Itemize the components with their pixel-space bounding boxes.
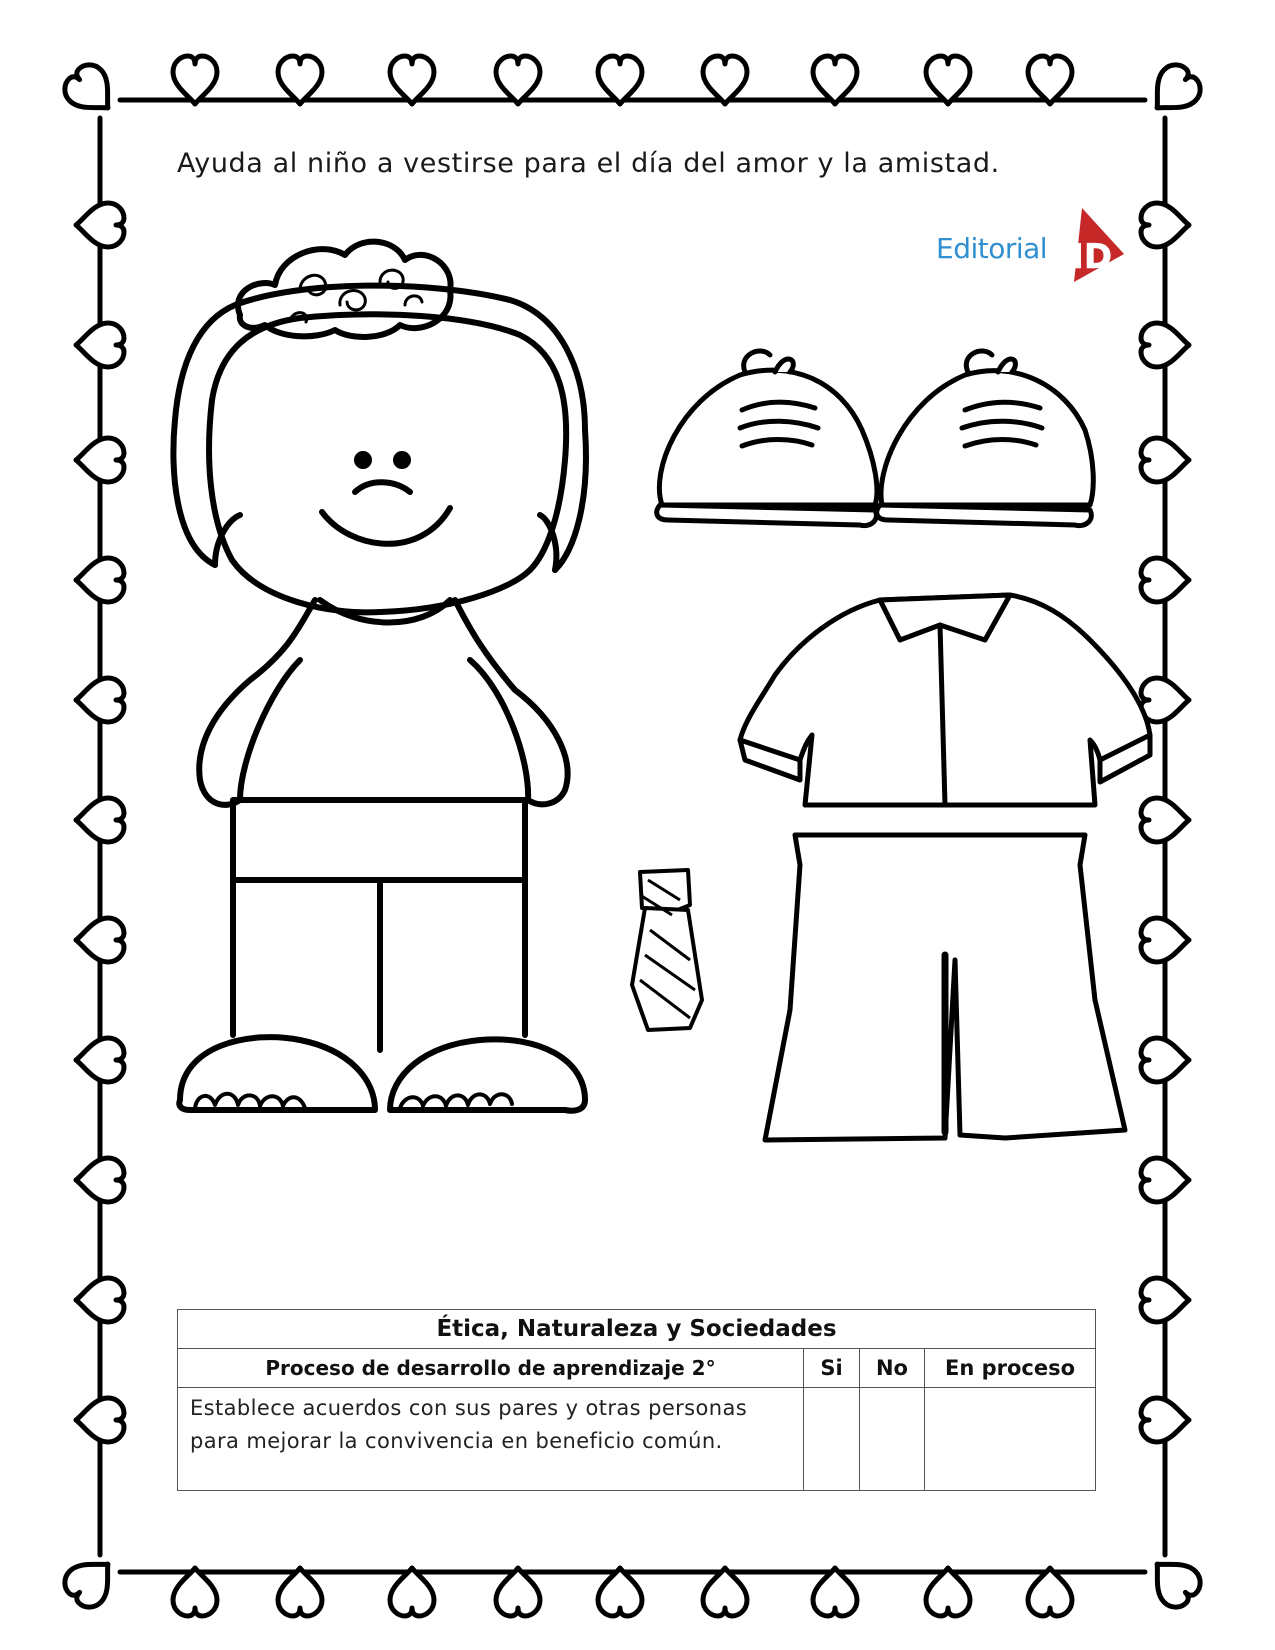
header-yes: Si [804,1349,860,1388]
heart-icon [1141,1158,1189,1202]
logo-text: Editorial [936,232,1048,265]
heart-icon [496,1568,540,1616]
heart-icon [76,558,124,602]
heart-icon [1141,798,1189,842]
header-no: No [860,1349,925,1388]
table-title: Ética, Naturaleza y Sociedades [178,1310,1096,1349]
heart-icon [390,1568,434,1616]
heart-icon [1028,1568,1072,1616]
header-in-process: En proceso [925,1349,1096,1388]
heart-icon [58,1549,123,1614]
no-cell[interactable] [860,1388,925,1491]
heart-icon [703,1568,747,1616]
logo-mark-icon [1044,206,1126,284]
heart-icon [58,58,123,123]
editorial-logo [936,206,1126,284]
heart-icon [173,1568,217,1616]
heart-icon [1141,323,1189,367]
heart-icon [1141,558,1189,602]
heart-icon [76,1398,124,1442]
heart-icon [76,798,124,842]
heart-icon [598,56,642,104]
svg-text:MD: MD [1050,237,1113,277]
heart-icon [813,56,857,104]
heart-icon [278,56,322,104]
heart-icon [496,56,540,104]
heart-icon [278,1568,322,1616]
shoes [657,351,1094,526]
heart-icon [1142,58,1207,123]
heart-icon [598,1568,642,1616]
heart-icon [813,1568,857,1616]
heart-icon [173,56,217,104]
heart-icon [703,56,747,104]
heart-icon [76,918,124,962]
heart-icon [390,56,434,104]
heart-icon [1141,918,1189,962]
shirt [740,595,1150,805]
heart-icon [1141,1278,1189,1322]
heart-icon [1141,438,1189,482]
heart-icon [926,1568,970,1616]
heart-icon [76,1278,124,1322]
heart-icon [76,1158,124,1202]
evaluation-table [177,1309,1096,1491]
tie [632,870,702,1030]
heart-icon [1141,678,1189,722]
heart-icon [1028,56,1072,104]
header-process: Proceso de desarrollo de aprendizaje 2° [178,1349,804,1388]
boy-figure [173,242,586,1111]
pants [765,835,1125,1140]
heart-icon [76,678,124,722]
yes-cell[interactable] [804,1388,860,1491]
in-process-cell[interactable] [925,1388,1096,1491]
heart-icon [76,203,124,247]
heart-icon [1141,1038,1189,1082]
heart-icon [76,323,124,367]
heart-icon [926,56,970,104]
heart-icon [1141,1398,1189,1442]
criterion-cell: Establece acuerdos con sus pares y otras personas para mejorar la convivencia en beneficio común. [178,1388,804,1491]
heart-icon [76,438,124,482]
heart-icon [1141,203,1189,247]
heart-icon [76,1038,124,1082]
instruction-text: Ayuda al niño a vestirse para el día del amor y la amistad. [177,148,1000,179]
heart-icon [1142,1549,1207,1614]
